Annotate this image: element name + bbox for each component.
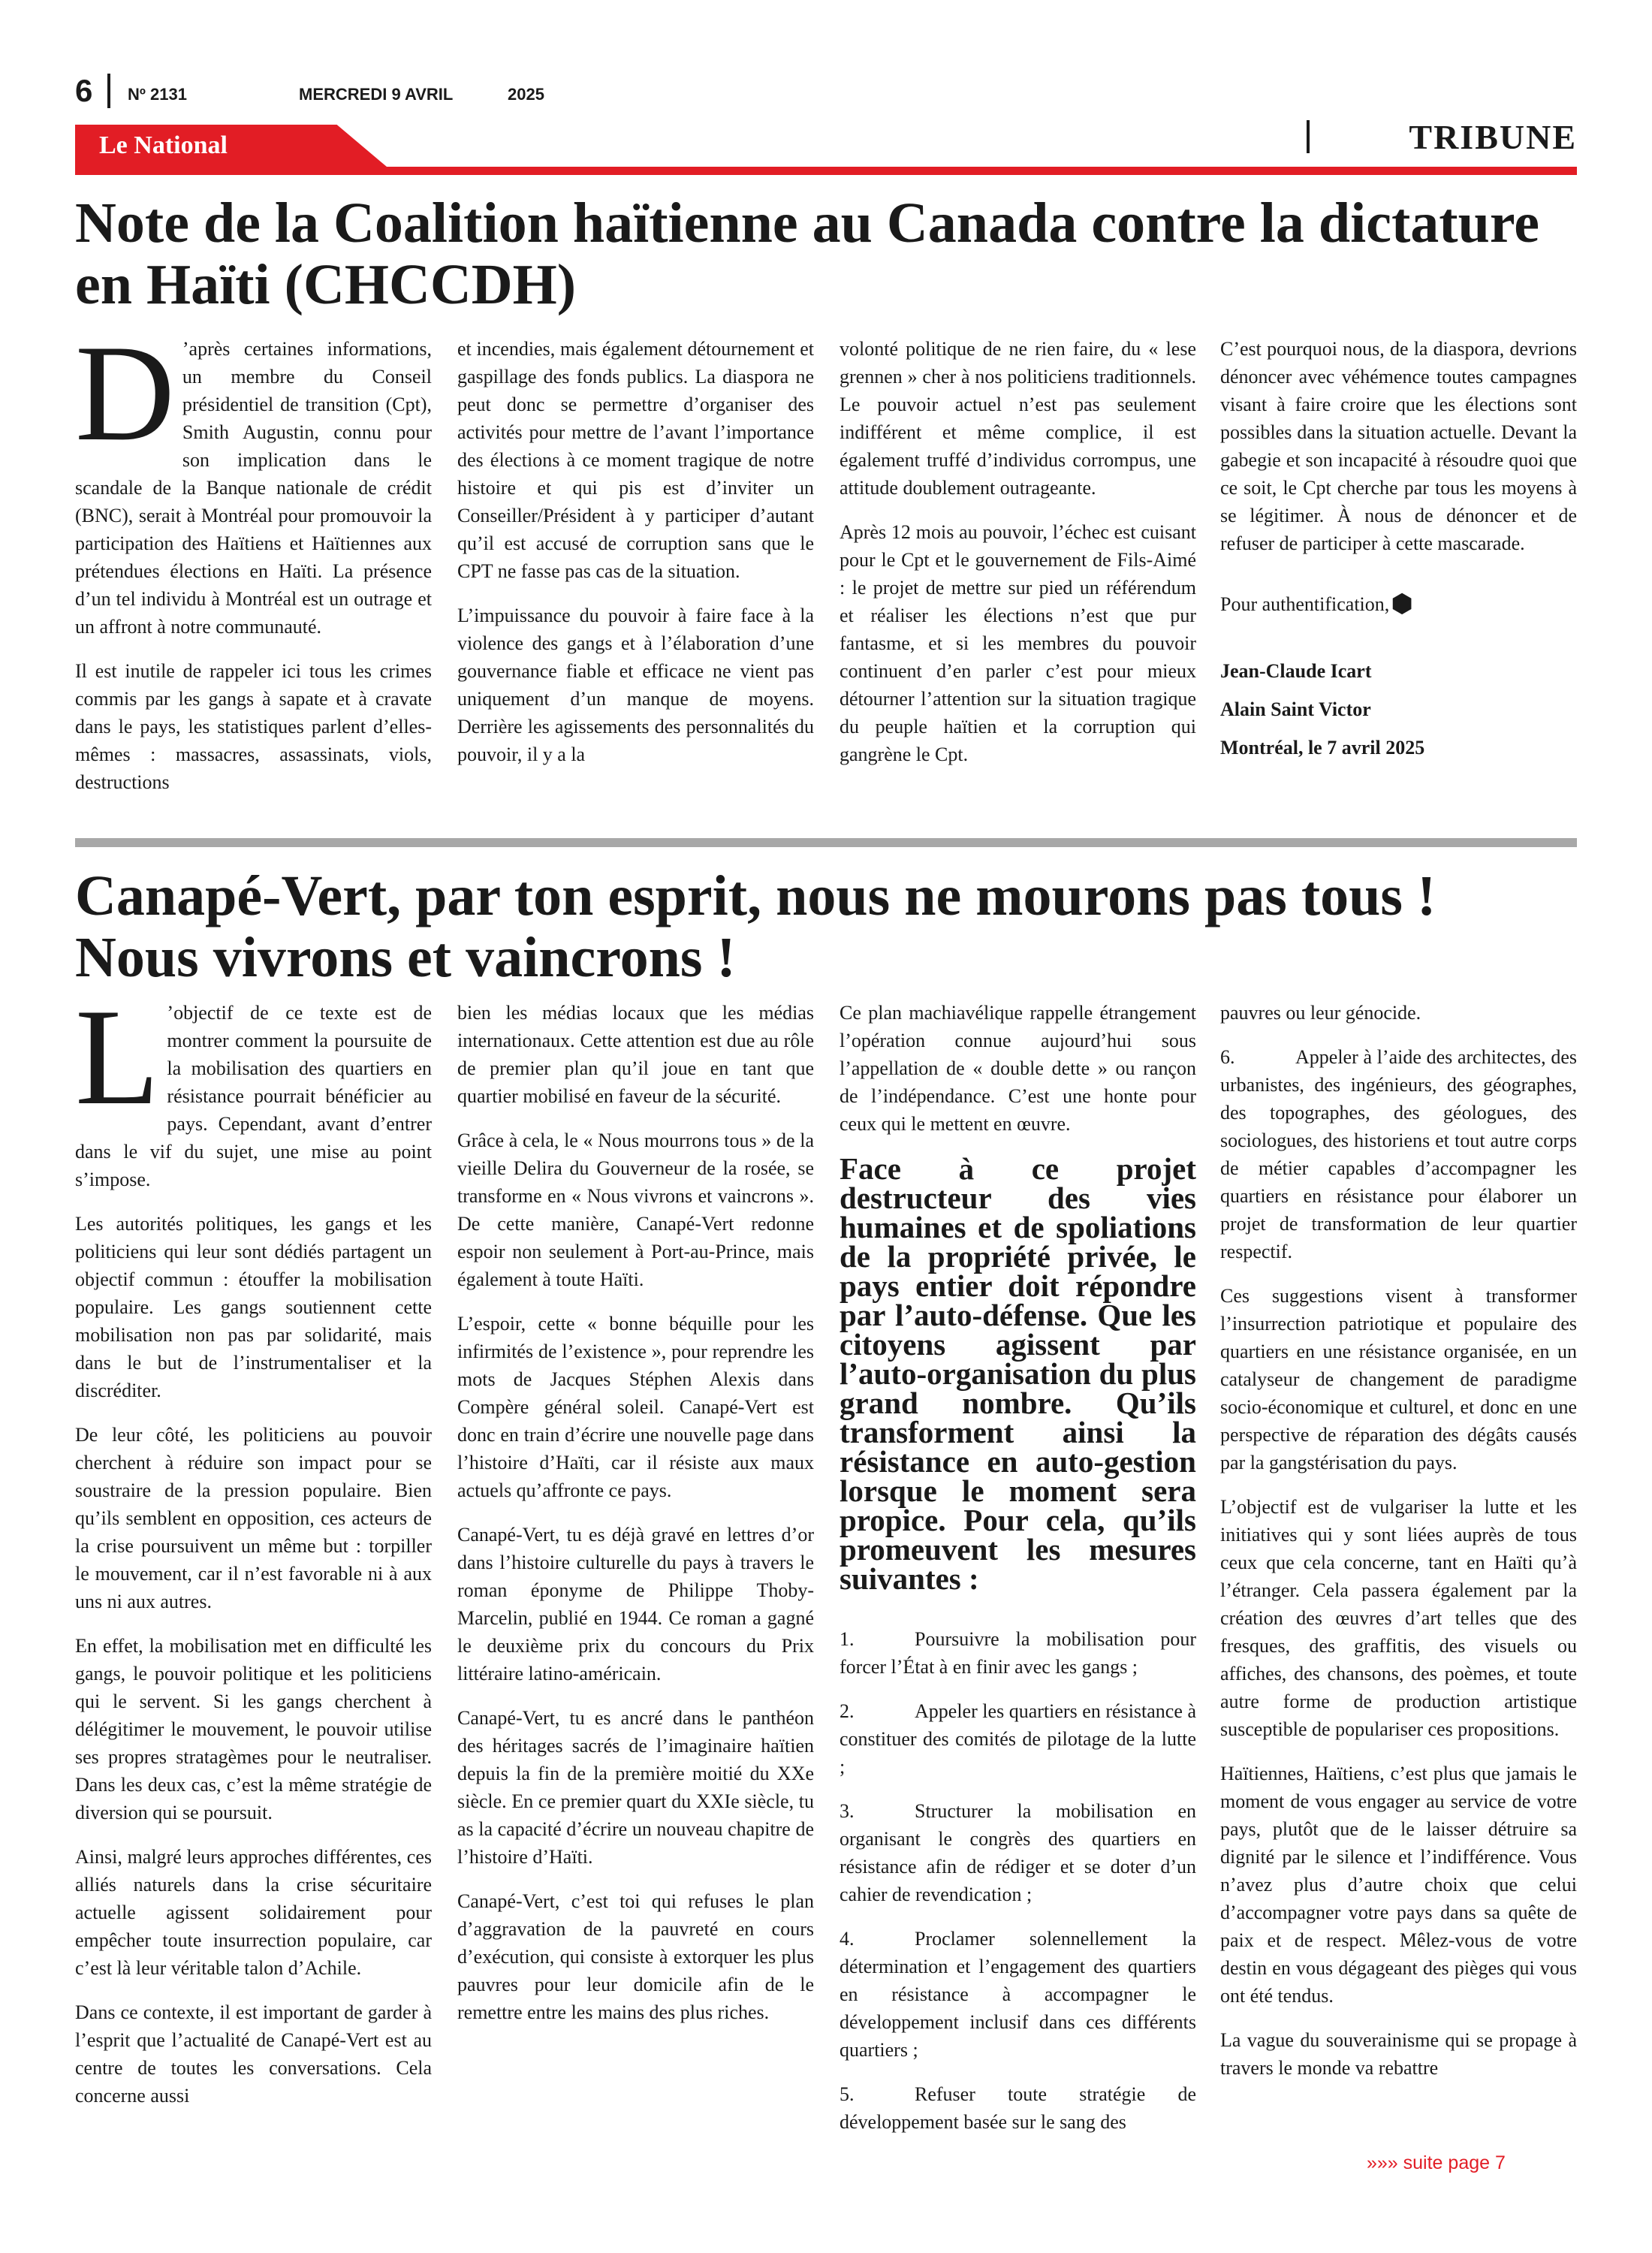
section-divider — [1307, 120, 1310, 153]
measure-text: Proclamer solennellement la détermination et l’engagement des quartiers en résistance à accompagner le développement inclusif dans ces différents quartiers ; — [840, 1928, 1196, 2061]
paragraph: Haïtiennes, Haïtiens, c’est plus que jamais le moment de vous engager au service de votre pays, plutôt que de le laisser détruire sa dignité par le silence et l’indifférence. Vous n’avez plus d’autre choix que celui d’accompagner votre pays dans sa quête de paix et de respect. Mêlez-vous de votre destin en vous dégageant des pièges qui vous ont été tendus. — [1220, 1763, 1577, 2007]
article1-dropcap: D — [75, 316, 175, 469]
paragraph: L’espoir, cette « bonne béquille pour les infirmités de l’existence », pour reprendre les mots de Jacques Stéphen Alexis dans Compère général soleil. Canapé-Vert est donc en train d’écrire une nouvelle page dans l’histoire d’Haïti, car il résiste aux maux actuels qu’affronte ce pays. — [457, 1313, 814, 1501]
measure-item — [840, 1797, 1196, 1908]
issue-year: 2025 — [508, 85, 544, 104]
paragraph: et incendies, mais également détournement et gaspillage des fonds publics. La diaspora ne peut donc se permettre d’organiser des activités pour mettre de l’avant l’importance des élections à ce moment tragique de notre histoire et qui pis est d’inviter un Conseiller/Président à y participer d’autant qu’il est accusé de corruption sans que le CPT ne fasse pas cas de la situation. — [457, 338, 814, 582]
paragraph: volonté politique de ne rien faire, du « lese grennen » cher à nos politiciens traditionnels. Le pouvoir actuel n’est pas seulement indifférent et même complice, il est également truffé d’individus corrompus, une attitude doublement outrageante. — [840, 338, 1196, 499]
paragraph: Canapé-Vert, tu es déjà gravé en lettres d’or dans l’histoire culturelle du pays à travers le roman éponyme de Philippe Thoby-Marcelin, publié en 1944. Ce roman a gagné le deuxième prix du concours du Prix littéraire latino-américain. — [457, 1524, 814, 1684]
paragraph: C’est pourquoi nous, de la diaspora, devrions dénoncer avec véhémence toutes campagnes visant à faire croire que les élections sont possibles dans la situation actuelle. Devant la gabegie et son incapacité à résoudre quoi que ce soit, le Cpt cherche par tous les moyens à se légitimer. À nous de dénoncer et de refuser de participer à cette mascarade. — [1220, 338, 1577, 554]
article1-column-1 — [75, 316, 432, 813]
continued-link[interactable]: »»» suite page 7 — [1367, 2152, 1506, 2173]
measure-number: 1. — [840, 1628, 855, 1650]
newspaper-brand: Le National — [99, 131, 228, 159]
section-title: TRIBUNE — [1409, 118, 1577, 156]
measure-text: Structurer la mobilisation en organisant le congrès des quartiers en résistance afin de rédiger et se doter d’un cahier de revendication ; — [840, 1800, 1196, 1905]
page-number-divider — [107, 74, 110, 108]
pull-quote: Face à ce projet destructeur des vies humaines et de spoliations de la propriété privée, le pays entier doit répondre par l’auto-défense. Que les citoyens agissent par l’auto-organisation du plus grand nombre. Qu’ils transforment ainsi la résistance en auto-gestion lorsque le moment sera propice. Pour cela, qu’ils promeuvent les mesures suivantes : — [840, 1151, 1196, 1596]
article-separator — [75, 838, 1577, 847]
article1-headline: Note de la Coalition haïtienne au Canada contre la dictature en Haïti (CHCCDH) — [75, 192, 1539, 316]
measure-item — [840, 1625, 1196, 1681]
paragraph: En effet, la mobilisation met en difficulté les gangs, le pouvoir politique et les politiciens qui le servent. Si les gangs cherchent à délégitimer le mouvement, le pouvoir utilise ses propres stratagèmes pour le neutraliser. Dans les deux cas, c’est la même stratégie de diversion qui se poursuit. — [75, 1635, 432, 1823]
signature-name: Alain Saint Victor — [1220, 698, 1371, 720]
paragraph: ’objectif de ce texte est de montrer comment la poursuite de la mobilisation des quartiers en résistance pourrait bénéficier au pays. Cependant, avant d’entrer dans le vif du sujet, une mise au point s’impose. — [75, 1002, 432, 1190]
measure-item — [1220, 1043, 1577, 1265]
measure-text: Refuser toute stratégie de développement basée sur le sang des — [840, 2083, 1196, 2133]
authentication-text: Pour authentification, — [1220, 593, 1390, 615]
paragraph: Grâce à cela, le « Nous mourrons tous » de la vieille Delira du Gouverneur de la rosée, se transforme en « Nous vivrons et vaincrons ». De cette manière, Canapé-Vert redonne espoir non seulement à Port-au-Prince, mais également à toute Haïti. — [457, 1130, 814, 1290]
issue-date: MERCREDI 9 AVRIL — [299, 85, 454, 104]
measure-text: Appeler les quartiers en résistance à constituer des comités de pilotage de la lutte ; — [840, 1700, 1196, 1778]
article2-column-4 — [1220, 999, 1577, 2098]
article2-headline-line1: Canapé-Vert, par ton esprit, nous ne mourons pas tous ! — [75, 864, 1436, 927]
paragraph: bien les médias locaux que les médias internationaux. Cette attention est due au rôle de premier plan qu’il joue en tant que quartier mobilisé en faveur de la sécurité. — [457, 1002, 814, 1107]
measure-number: 5. — [840, 2083, 855, 2105]
article2-dropcap: L — [75, 980, 160, 1133]
article1-column-3 — [840, 335, 1196, 785]
paragraph: La vague du souverainisme qui se propage à travers le monde va rebattre — [1220, 2029, 1577, 2079]
header-rule — [75, 167, 1577, 175]
paragraph: pauvres ou leur génocide. — [1220, 1002, 1421, 1024]
article2-column-1 — [75, 980, 432, 2126]
measure-number: 3. — [840, 1800, 855, 1822]
issue-number: Nº 2131 — [128, 85, 187, 104]
measure-item — [840, 2080, 1196, 2136]
measure-number: 6. — [1220, 1046, 1235, 1068]
article2-column-3 — [840, 999, 1196, 2152]
article2-headline-line2: Nous vivrons et vaincrons ! — [75, 926, 736, 989]
signature-place-date: Montréal, le 7 avril 2025 — [1220, 737, 1425, 759]
paragraph: Dans ce contexte, il est important de garder à l’esprit que l’actualité de Canapé-Vert est au centre de toutes les conversations. Cela concerne aussi — [75, 2001, 432, 2107]
measure-number: 2. — [840, 1700, 855, 1722]
authentication-line — [1220, 590, 1577, 618]
hexagon-icon: ⬢ — [1391, 590, 1413, 618]
paragraph: Il est inutile de rappeler ici tous les crimes commis par les gangs à sapate et à cravate dans le pays, les statistiques parlent d’elles-mêmes : massacres, assassinats, viols, destructions — [75, 660, 432, 793]
paragraph: Ces suggestions visent à transformer l’insurrection patriotique et populaire des quartiers en une résistance organisée, en un catalyseur de changement de paradigme socio-économique et culturel, et donc en une perspective de réparation des dégâts causés par la gangstérisation du pays. — [1220, 1285, 1577, 1473]
article1-column-2 — [457, 335, 814, 785]
paragraph: Après 12 mois au pouvoir, l’échec est cuisant pour le Cpt et le gouvernement de Fils-Aimé : le projet de mettre sur pied un référendum et réaliser les élections n’est que pur fantasme, et si les membres du pouvoir continuent d’en parler c’est pour mieux détourner l’attention sur la situation tragique du peuple haïtien et la corruption qui gangrène le Cpt. — [840, 521, 1196, 765]
page-number: 6 — [75, 73, 93, 108]
measure-item — [840, 1697, 1196, 1781]
paragraph: L’objectif est de vulgariser la lutte et les initiatives qui y sont liées auprès de tous ceux que cela concerne, tant en Haïti qu’à l’étranger. Cela passera également par la création des œuvres d’art telles que des fresques, des graffitis, des visuels ou affiches, des chansons, des poèmes, et toute autre forme de production artistique susceptible de populariser ces propositions. — [1220, 1496, 1577, 1740]
measure-text: Appeler à l’aide des architectes, des urbanistes, des ingénieurs, des géographes, des topographes, des géologues, des sociologues, des historiens et tout autre corps de métier capables d’accompagner les quartiers en résistance pour élaborer un projet de transformation de leur quartier respectif. — [1220, 1046, 1577, 1262]
paragraph: ’après certaines informations, un membre du Conseil présidentiel de transition (Cpt), Smith Augustin, connu pour son implication dans le scandale de la Banque nationale de crédit (BNC), serait à Montréal pour promouvoir la participation des Haïtiens et Haïtiennes aux prétendues élections en Haïti. La présence d’un tel individu à Montréal est un outrage et un affront à notre communauté. — [75, 338, 432, 638]
paragraph: Ce plan machiavélique rappelle étrangement l’opération connue aujourd’hui sous l’appellation de « double dette » ou rançon de l’indépendance. C’est une honte pour ceux qui le mettent en œuvre. — [840, 1002, 1196, 1135]
measure-item — [840, 1925, 1196, 2064]
paragraph: Les autorités politiques, les gangs et les politiciens qui leur sont dédiés partagent un objectif commun : étouffer la mobilisation populaire. Les gangs soutiennent cette mobilisation non pas par solidarité, mais dans le but de l’instrumentaliser et la discréditer. — [75, 1213, 432, 1401]
paragraph: Ainsi, malgré leurs approches différentes, ces alliés naturels dans la crise sécuritaire actuelle agissent solidairement pour empêcher toute insurrection populaire, car c’est là leur véritable talon d’Achile. — [75, 1846, 432, 1979]
article1-column-4 — [1220, 335, 1577, 772]
article2-column-2 — [457, 999, 814, 2043]
measure-text: Poursuivre la mobilisation pour forcer l’État à en finir avec les gangs ; — [840, 1628, 1196, 1678]
paragraph: Canapé-Vert, tu es ancré dans le panthéon des héritages sacrés de l’imaginaire haïtien depuis la fin de la première moitié du XXe siècle. En ce premier quart du XXIe siècle, tu as la capacité d’écrire un nouveau chapitre de l’histoire d’Haïti. — [457, 1707, 814, 1868]
article2-headline — [75, 865, 1577, 988]
signature-name: Jean-Claude Icart — [1220, 660, 1372, 682]
measure-number: 4. — [840, 1928, 855, 1950]
paragraph: Canapé-Vert, c’est toi qui refuses le plan d’aggravation de la pauvreté en cours d’exécution, qui consiste à extorquer les plus pauvres pour leur domicile afin de le remettre entre les mains des plus riches. — [457, 1890, 814, 2023]
paragraph: L’impuissance du pouvoir à faire face à la violence des gangs et à l’élaboration d’une gouvernance fiable et efficace ne vient pas uniquement d’un manque de moyens. Derrière les agissements des personnalités du pouvoir, il y a la — [457, 605, 814, 765]
paragraph: De leur côté, les politiciens au pouvoir cherchent à réduire son impact pour se soustraire de la pression populaire. Bien qu’ils semblent en opposition, ces acteurs de la crise poursuivent un même but : torpiller le mouvement, car il n’est favorable ni à aux uns ni aux autres. — [75, 1424, 432, 1612]
